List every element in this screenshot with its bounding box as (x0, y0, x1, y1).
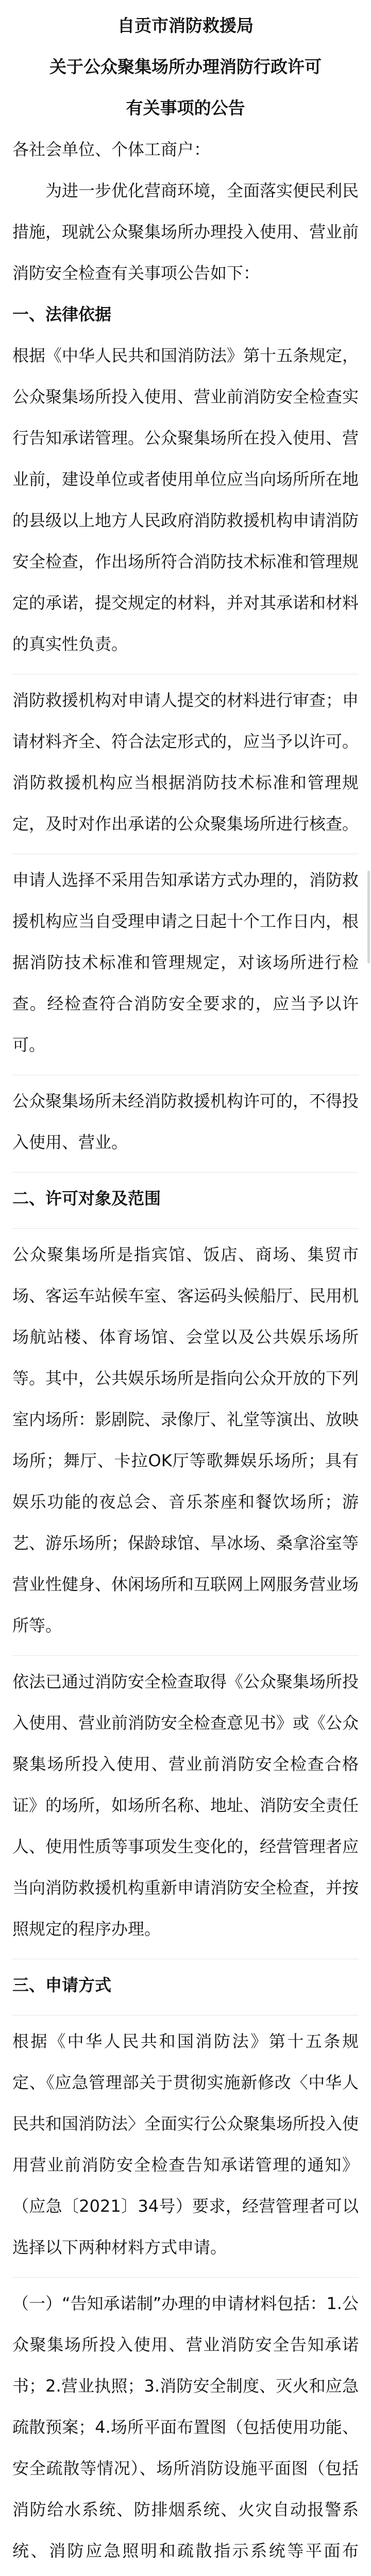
section-heading-application: 三、申请方式 (12, 1975, 112, 1995)
legal-basis-paragraph-2: 消防救援机构对申请人提交的材料进行审查；申请材料齐全、符合法定形式的，应当予以许可。消防救援机构应当根据消防技术标准和管理规定，及时对作出承诺的公众聚集场所进行核查。 (12, 690, 359, 834)
announcement-title-line1: 关于公众聚集场所办理消防行政许可 (49, 57, 322, 77)
scope-paragraph-2: 依法已通过消防安全检查取得《公众聚集场所投入使用、营业前消防安全检查意见书》或《公众聚集场所投入使用、营业前消防安全检查合格证》的场所，如场所名称、地址、消防安全责任人、使用性质等事项发生变化的，经营管理者应当向消防救援机构重新申请消防安全检查，并按照规定的程序办理。 (12, 1672, 359, 1939)
scrollbar[interactable] (367, 0, 370, 2576)
scrollbar-thumb[interactable] (367, 871, 370, 963)
divider (12, 1172, 359, 1173)
divider (12, 2277, 359, 2278)
legal-basis-paragraph-3: 申请人选择不采用告知承诺方式办理的，消防救援机构应当自受理申请之日起十个工作日内，根据消防技术标准和管理规定，对该场所进行检查。经检查符合消防安全要求的，应当予以许可。 (12, 870, 359, 1055)
legal-basis-paragraph-4: 公众聚集场所未经消防救援机构许可的，不得投入使用、营业。 (12, 1091, 359, 1152)
application-paragraph-1: 根据《中华人民共和国消防法》第十五条规定、《应急管理部关于贯彻实施新修改〈中华人民共和国消防法〉全面实行公众聚集场所投入使用营业前消防安全检查告知承诺管理的通知》（应急〔2021〕34号）要求，经营管理者可以选择以下两种材料方式申请。 (12, 2031, 359, 2257)
salutation: 各社会单位、个体工商户： (12, 140, 211, 159)
announcement-title-line2: 有关事项的公告 (126, 98, 245, 118)
scope-paragraph-1: 公众聚集场所是指宾馆、饭店、商场、集贸市场、客运车站候车室、客运码头候船厅、民用机场航站楼、体育场馆、会堂以及公共娱乐场所等。其中，公共娱乐场所是指向公众开放的下列室内场所：影剧院、录像厅、礼堂等演出、放映场所；舞厅、卡拉OK厅等歌舞娱乐场所；具有娱乐功能的夜总会、音乐茶座和餐饮场所；游艺、游乐场所；保龄球馆、旱冰场、桑拿浴室等营业性健身、休闲场所和互联网上网服务营业场所等。 (12, 1245, 359, 1635)
section-heading-legal-basis: 一、法律依据 (12, 304, 112, 324)
divider (12, 1655, 359, 1656)
intro-paragraph: 为进一步优化营商环境，全面落实便民利民措施，现就公众聚集场所办理投入使用、营业前消防安全检查有关事项公告如下： (12, 181, 359, 283)
legal-basis-paragraph-1: 根据《中华人民共和国消防法》第十五条规定，公众聚集场所投入使用、营业前消防安全检查实行告知承诺管理。公众聚集场所在投入使用、营业前，建设单位或者使用单位应当向场所所在地的县级以上地方人民政府消防救援机构申请消防安全检查，作出场所符合消防技术标准和管理规定的承诺，提交规定的材料，并对其承诺和材料的真实性负责。 (12, 346, 359, 654)
issuer-title: 自贡市消防救援局 (117, 15, 254, 36)
section-heading-scope: 二、许可对象及范围 (12, 1189, 161, 1208)
application-paragraph-notification: （一）“告知承诺制”办理的申请材料包括：1.公众聚集场所投入使用、营业消防安全告知承诺书；2.营业执照；3.消防安全制度、灭火和应急疏散预案；4.场所平面布置图（包括使用功能、安全疏散等情况）、场所消防设施平面图（包括消防给水系统、防排烟系统、火灾自动报警系统、消防应急照明和疏散指示系统等平面布 (12, 2294, 359, 2561)
divider (12, 1228, 359, 1229)
